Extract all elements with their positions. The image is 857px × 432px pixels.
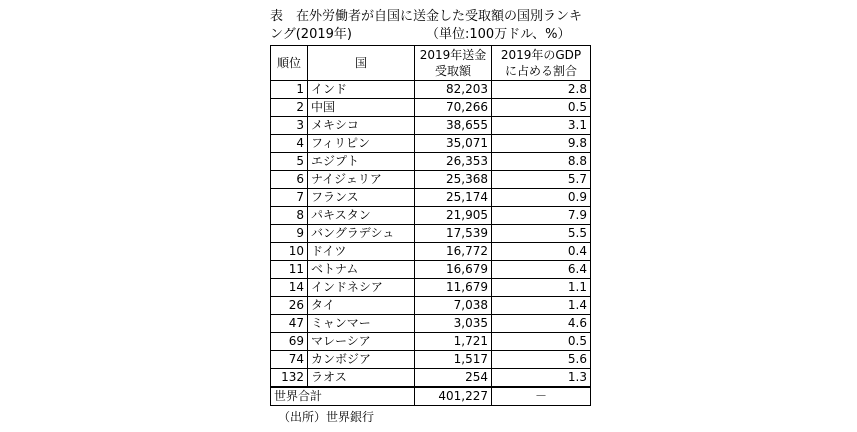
total-gdp-share: － <box>492 387 591 406</box>
country-cell: マレーシア <box>308 333 415 351</box>
total-label: 世界合計 <box>271 387 415 406</box>
rank-cell: 74 <box>271 351 308 369</box>
country-cell: パキスタン <box>308 207 415 225</box>
header-row <box>271 46 591 81</box>
table-row <box>271 297 591 315</box>
amount-cell: 1,721 <box>415 333 492 351</box>
table-title-line2: ング(2019年) <box>270 27 352 42</box>
amount-cell: 70,266 <box>415 99 492 117</box>
rank-cell: 6 <box>271 171 308 189</box>
table-row <box>271 81 591 99</box>
amount-cell: 38,655 <box>415 117 492 135</box>
table-row <box>271 351 591 369</box>
table-row <box>271 243 591 261</box>
gdp-share-cell: 0.5 <box>492 333 591 351</box>
table-row <box>271 207 591 225</box>
country-cell: ミャンマー <box>308 315 415 333</box>
amount-cell: 7,038 <box>415 297 492 315</box>
gdp-share-cell: 1.1 <box>492 279 591 297</box>
table-row <box>271 171 591 189</box>
gdp-share-cell: 5.5 <box>492 225 591 243</box>
amount-cell: 25,174 <box>415 189 492 207</box>
country-cell: インドネシア <box>308 279 415 297</box>
gdp-share-cell: 0.4 <box>492 243 591 261</box>
country-cell: インド <box>308 81 415 99</box>
gdp-share-cell: 8.8 <box>492 153 591 171</box>
country-cell: カンボジア <box>308 351 415 369</box>
source-note: （出所）世界銀行 <box>278 410 375 424</box>
country-cell: タイ <box>308 297 415 315</box>
amount-cell: 254 <box>415 369 492 388</box>
amount-cell: 16,679 <box>415 261 492 279</box>
amount-cell: 35,071 <box>415 135 492 153</box>
country-cell: フランス <box>308 189 415 207</box>
rank-cell: 69 <box>271 333 308 351</box>
gdp-share-cell: 7.9 <box>492 207 591 225</box>
gdp-share-cell: 2.8 <box>492 81 591 99</box>
table-row <box>271 117 591 135</box>
amount-cell: 82,203 <box>415 81 492 99</box>
header-country: 国 <box>308 46 415 81</box>
gdp-share-cell: 1.3 <box>492 369 591 388</box>
table-row <box>271 261 591 279</box>
country-cell: バングラデシュ <box>308 225 415 243</box>
gdp-share-cell: 9.8 <box>492 135 591 153</box>
rank-cell: 1 <box>271 81 308 99</box>
amount-cell: 3,035 <box>415 315 492 333</box>
gdp-share-cell: 1.4 <box>492 297 591 315</box>
gdp-share-cell: 4.6 <box>492 315 591 333</box>
amount-cell: 16,772 <box>415 243 492 261</box>
amount-cell: 17,539 <box>415 225 492 243</box>
rank-cell: 132 <box>271 369 308 388</box>
country-cell: 中国 <box>308 99 415 117</box>
remittance-ranking-table <box>270 45 591 406</box>
rank-cell: 5 <box>271 153 308 171</box>
rank-cell: 47 <box>271 315 308 333</box>
gdp-share-cell: 5.6 <box>492 351 591 369</box>
country-cell: ナイジェリア <box>308 171 415 189</box>
gdp-share-cell: 0.9 <box>492 189 591 207</box>
table-title-continued <box>270 26 590 44</box>
rank-cell: 2 <box>271 99 308 117</box>
table-row <box>271 315 591 333</box>
header-gdp-share: 2019年のGDPに占める割合 <box>492 46 591 81</box>
rank-cell: 3 <box>271 117 308 135</box>
amount-cell: 25,368 <box>415 171 492 189</box>
document <box>270 8 590 426</box>
table-row <box>271 189 591 207</box>
rank-cell: 4 <box>271 135 308 153</box>
gdp-share-cell: 0.5 <box>492 99 591 117</box>
amount-cell: 21,905 <box>415 207 492 225</box>
table-row <box>271 153 591 171</box>
gdp-share-cell: 5.7 <box>492 171 591 189</box>
table-row <box>271 369 591 388</box>
gdp-share-cell: 6.4 <box>492 261 591 279</box>
header-amount: 2019年送金受取額 <box>415 46 492 81</box>
table-row <box>271 99 591 117</box>
rank-cell: 10 <box>271 243 308 261</box>
rank-cell: 11 <box>271 261 308 279</box>
amount-cell: 11,679 <box>415 279 492 297</box>
country-cell: エジプト <box>308 153 415 171</box>
table-row <box>271 279 591 297</box>
unit-note: （単位:100万ドル、%） <box>426 27 571 42</box>
total-amount: 401,227 <box>415 387 492 406</box>
country-cell: フィリピン <box>308 135 415 153</box>
rank-cell: 8 <box>271 207 308 225</box>
rank-cell: 26 <box>271 297 308 315</box>
gdp-share-cell: 3.1 <box>492 117 591 135</box>
total-row <box>271 387 591 406</box>
country-cell: ベトナム <box>308 261 415 279</box>
table-title: 表 在外労働者が自国に送金した受取額の国別ランキ <box>270 9 583 24</box>
header-rank: 順位 <box>271 46 308 81</box>
table-row <box>271 333 591 351</box>
amount-cell: 1,517 <box>415 351 492 369</box>
table-row <box>271 135 591 153</box>
country-cell: ドイツ <box>308 243 415 261</box>
country-cell: メキシコ <box>308 117 415 135</box>
rank-cell: 9 <box>271 225 308 243</box>
rank-cell: 7 <box>271 189 308 207</box>
country-cell: ラオス <box>308 369 415 388</box>
amount-cell: 26,353 <box>415 153 492 171</box>
table-row <box>271 225 591 243</box>
rank-cell: 14 <box>271 279 308 297</box>
